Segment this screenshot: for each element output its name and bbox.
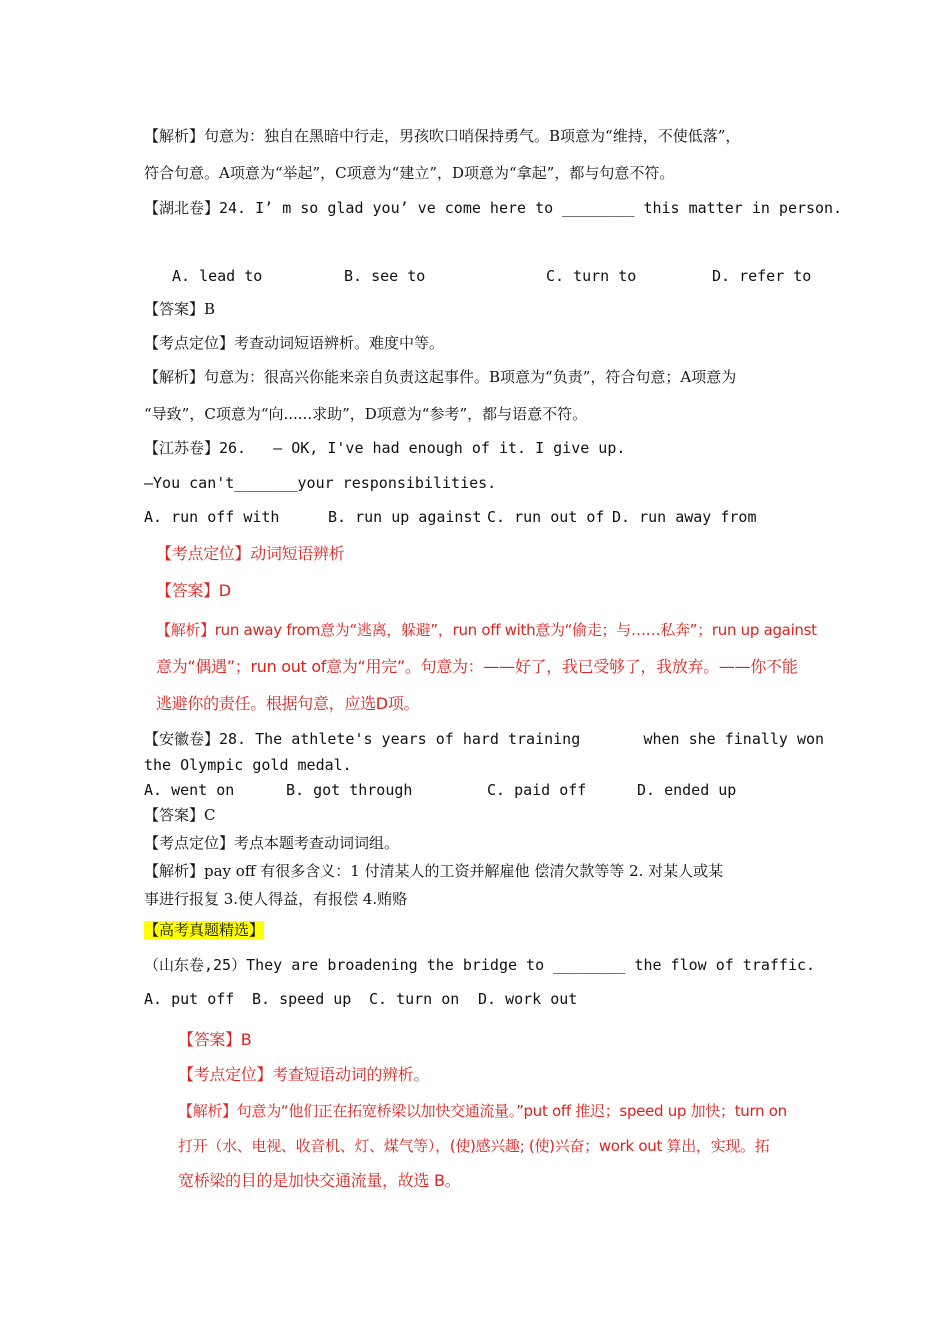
option-c: C. turn to [546, 267, 637, 285]
analysis-line: 【解析】pay off 有很多含义：1 付清某人的工资并解雇他 偿清欠款等等 2. 对某人或某 [144, 862, 724, 880]
question-jiangsu-26: 【江苏卷】26. — OK, I've had enough of it. I give up. [144, 439, 626, 457]
option-b: B. run up against [328, 508, 482, 526]
analysis-line-red: 【解析】句意为“他们正在拓宽桥梁以加快交通流量。”put off 推迟；speed up 加快；turn on [178, 1102, 787, 1120]
analysis-line-red: 逃避你的责任。根据句意，应选D项。 [156, 694, 420, 713]
option-a: A. went on [144, 781, 235, 799]
topic-line-red: 【考点定位】考查短语动词的辨析。 [178, 1065, 430, 1084]
answer-line-red: 【答案】B [178, 1030, 252, 1049]
option-a: A. lead to [172, 267, 263, 285]
option-a: A. run off with [144, 508, 280, 526]
question-shandong-25: （山东卷,25）They are broadening the bridge to ________ the flow of traffic. [144, 956, 816, 974]
option-d: D. work out [478, 990, 578, 1008]
section-heading-highlight: 【高考真题精选】 [144, 921, 265, 939]
option-d: D. refer to [712, 267, 812, 285]
answer-line: 【答案】C [144, 806, 216, 824]
analysis-line-red: 【解析】run away from意为“逃离，躲避”，run off with意为“偷走；与……私奔”；run up against [156, 621, 817, 639]
text-line: 【解析】句意为：独自在黑暗中行走，男孩吹口哨保持勇气。B项意为“维持，不使低落”， [144, 127, 741, 145]
topic-line: 【考点定位】考点本题考查动词词组。 [144, 834, 400, 852]
option-c: C. paid off [487, 781, 587, 799]
analysis-line-red: 打开（水、电视、收音机、灯、煤气等），(使)感兴趣; (使)兴奋；work out 算出，实现。拓 [178, 1137, 770, 1155]
option-b: B. got through [286, 781, 413, 799]
option-c: C. run out of [487, 508, 605, 526]
text-line: 符合句意。A项意为“举起”，C项意为“建立”，D项意为“拿起”，都与句意不符。 [144, 164, 675, 182]
question-anhui-28: 【安徽卷】28. The athlete's years of hard training when she finally won [144, 730, 825, 748]
option-d: D. run away from [612, 508, 757, 526]
answer-line: 【答案】B [144, 300, 216, 318]
question-line: —You can't_______your responsibilities. [144, 474, 497, 492]
option-b: B. see to [344, 267, 426, 285]
analysis-line-red: 宽桥梁的目的是加快交通流量，故选 B。 [178, 1171, 461, 1190]
answer-line-red: 【答案】D [156, 581, 231, 600]
option-b: B. speed up [252, 990, 352, 1008]
analysis-line: 【解析】句意为：很高兴你能来亲自负责这起事件。B项意为“负责”，符合句意；A项意为 [144, 368, 737, 386]
option-d: D. ended up [637, 781, 737, 799]
topic-line: 【考点定位】考查动词短语辨析。难度中等。 [144, 334, 445, 352]
section-heading [144, 920, 264, 940]
analysis-line: 事进行报复 3.使人得益，有报偿 4.贿赂 [144, 890, 408, 908]
question-hubei-24: 【湖北卷】24. I’ m so glad you’ ve come here to ________ this matter in person. [144, 199, 843, 217]
analysis-line-red: 意为“偶遇”；run out of意为“用完”。句意为：——好了，我已受够了，我放弃。——你不能 [156, 657, 798, 676]
option-a: A. put off [144, 990, 235, 1008]
topic-line-red: 【考点定位】动词短语辨析 [156, 544, 345, 563]
question-line: the Olympic gold medal. [144, 756, 352, 774]
analysis-line: “导致”，C项意为“向......求助”，D项意为“参考”，都与语意不符。 [144, 405, 588, 423]
option-c: C. turn on [369, 990, 460, 1008]
